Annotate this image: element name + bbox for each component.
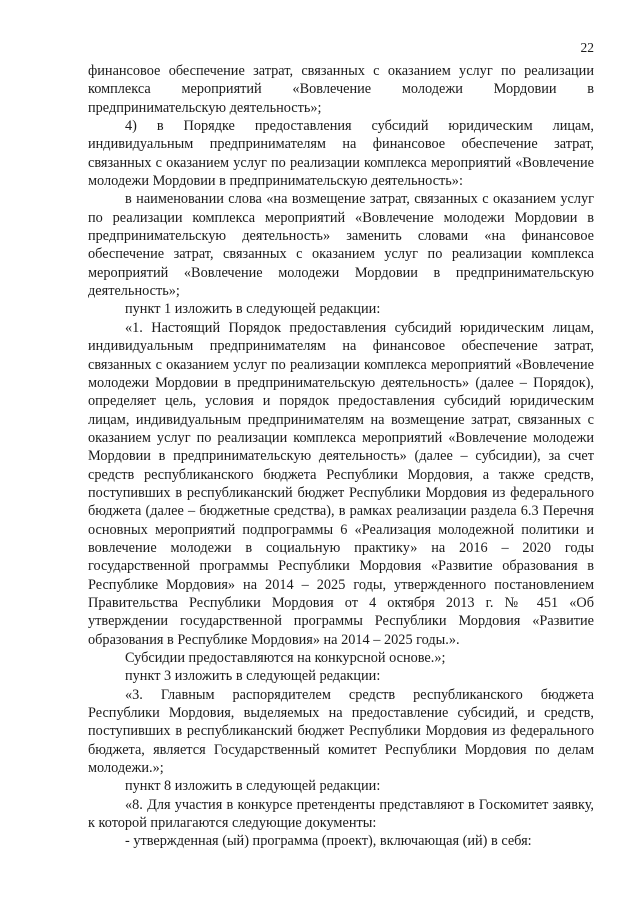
paragraph: 4) в Порядке предоставления субсидий юридическим лицам, индивидуальным предпринимателям на финансовое обеспечение затрат, связанных с оказанием услуг по реализации комплекса мероприятий «Вовлечение молодежи Мордовии в предпринимательскую деятельность»: xyxy=(88,118,594,190)
page-number: 22 xyxy=(580,40,594,55)
paragraph: пункт 1 изложить в следующей редакции: xyxy=(125,301,381,318)
paragraph: пункт 3 изложить в следующей редакции: xyxy=(125,668,381,685)
document-body xyxy=(88,62,594,851)
paragraph: пункт 8 изложить в следующей редакции: xyxy=(125,778,381,795)
paragraph: финансовое обеспечение затрат, связанных с оказанием услуг по реализации комплекса мероприятий «Вовлечение молодежи Мордовии в предпринимательскую деятельность»; xyxy=(88,63,594,116)
paragraph: «3. Главным распорядителем средств республиканского бюджета Республики Мордовия, выделяемых на предоставление субсидий, и средств, поступивших в республиканский бюджет Республики Мордовия из федерального бюджета, является Государственный комитет Республики Мордовия по делам молодежи.»; xyxy=(88,686,594,777)
paragraph: «1. Настоящий Порядок предоставления субсидий юридическим лицам, индивидуальным предпринимателям на финансовое обеспечение затрат, связанных с оказанием услуг по реализации комплекса мероприятий «Вовлечение молодежи Мордовии в предпринимательскую деятельность» (далее – Порядок), определяет цель, условия и порядок предоставления субсидий юридическим лицам, индивидуальным предпринимателям на возмещение затрат, связанных с оказанием услуг по реализации комплекса мероприятий «Вовлечение молодежи Мордовии в предпринимательскую деятельность» (далее – субсидии), за счет средств республиканского бюджета Республики Мордовия, а также средств, поступивших в республиканский бюджет Республики Мордовия из федерального бюджета (далее – бюджетные средства), в рамках реализации раздела 6.3 Перечня основных мероприятий подпрограммы 6 «Реализация молодежной политики и вовлечение молодежи в социальную практику» на 2016 – 2020 годы государственной программы Республики Мордовия «Развитие образования в Республике Мордовия» на 2014 – 2025 годы, утвержденного постановлением Правительства Республики Мордовия от 4 октября 2013 г. № 451 «Об утверждении государственной программы Республики Мордовия «Развитие образования в Республике Мордовия» на 2014 – 2025 годы.». xyxy=(88,319,594,648)
paragraph: в наименовании слова «на возмещение затрат, связанных с оказанием услуг по реализации комплекса мероприятий «Вовлечение молодежи Мордовии в предпринимательскую деятельность» заменить словами «на финансовое обеспечение затрат, связанных с оказанием услуг по реализации комплекса мероприятий «Вовлечение молодежи Мордовии в предпринимательскую деятельность»; xyxy=(88,191,594,300)
paragraph: Субсидии предоставляются на конкурсной основе.»; xyxy=(125,650,446,666)
paragraph: «8. Для участия в конкурсе претенденты представляют в Госкомитет заявку, к которой прилагаются следующие документы: xyxy=(88,796,594,832)
paragraph: - утвержденная (ый) программа (проект), включающая (ий) в себя: xyxy=(125,833,532,850)
